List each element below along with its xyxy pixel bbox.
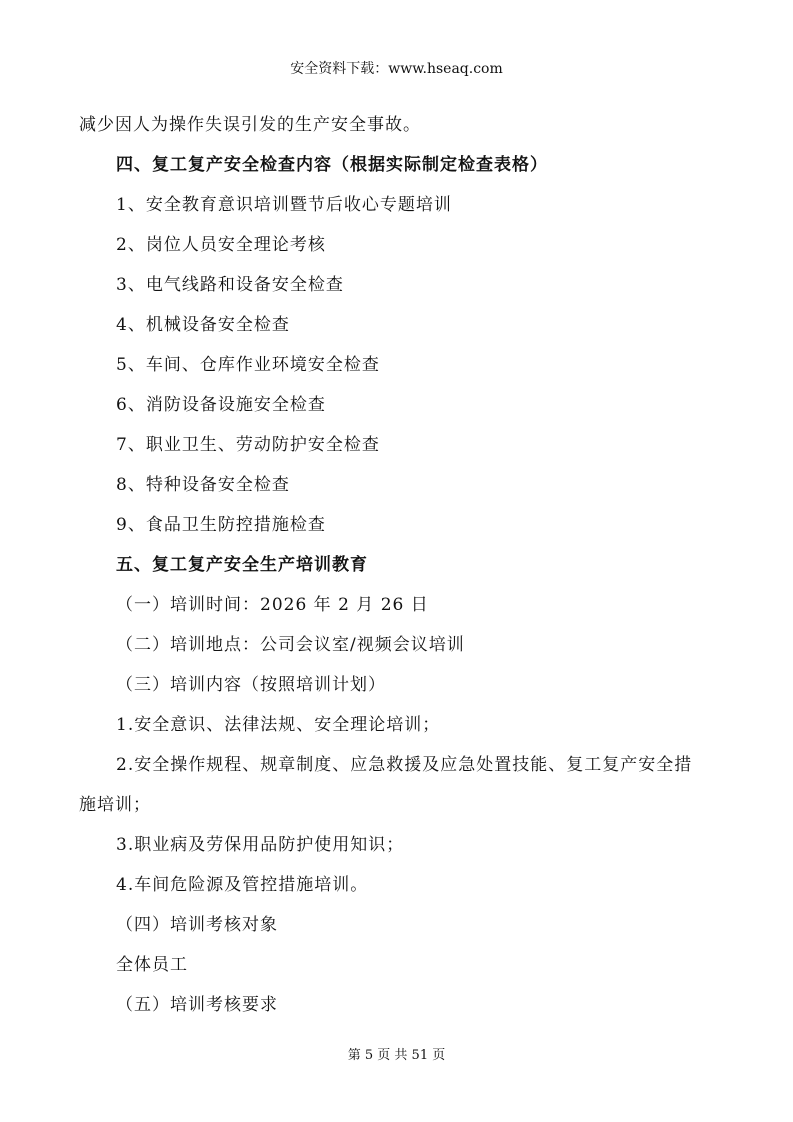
- page-footer: 第 5 页 共 51 页: [347, 1048, 446, 1063]
- list-item: 2、岗位人员安全理论考核: [116, 235, 326, 255]
- list-item: 6、消防设备设施安全检查: [116, 395, 326, 415]
- subsection-line: （二）培训地点：公司会议室/视频会议培训: [116, 635, 465, 655]
- section-heading: 四、复工复产安全检查内容（根据实际制定检查表格）: [116, 155, 548, 175]
- subsection-line: （四）培训考核对象: [116, 915, 278, 935]
- list-item: 4、机械设备安全检查: [116, 315, 290, 335]
- subsection-line: （三）培训内容（按照培训计划）: [116, 675, 386, 695]
- list-item: 3.职业病及劳保用品防护使用知识；: [116, 835, 405, 855]
- paragraph-line: 全体员工: [116, 955, 188, 975]
- paragraph-line: 减少因人为操作失误引发的生产安全事故。: [79, 115, 421, 135]
- list-item: 5、车间、仓库作业环境安全检查: [116, 355, 380, 375]
- list-item: 1、安全教育意识培训暨节后收心专题培训: [116, 195, 452, 215]
- subsection-line: （五）培训考核要求: [116, 995, 278, 1015]
- subsection-line: （一）培训时间：2026 年 2 月 26 日: [116, 595, 429, 615]
- list-item: 3、电气线路和设备安全检查: [116, 275, 344, 295]
- list-item: 2.安全操作规程、规章制度、应急救援及应急处置技能、复工复产安全措: [116, 755, 693, 775]
- page-header: 安全资料下载：www.hseaq.com: [290, 61, 503, 77]
- list-item-continuation: 施培训；: [79, 795, 151, 815]
- list-item: 8、特种设备安全检查: [116, 475, 290, 495]
- list-item: 7、职业卫生、劳动防护安全检查: [116, 435, 380, 455]
- list-item: 4.车间危险源及管控措施培训。: [116, 875, 369, 895]
- section-heading: 五、复工复产安全生产培训教育: [116, 555, 368, 575]
- list-item: 1.安全意识、法律法规、安全理论培训；: [116, 715, 441, 735]
- list-item: 9、食品卫生防控措施检查: [116, 515, 326, 535]
